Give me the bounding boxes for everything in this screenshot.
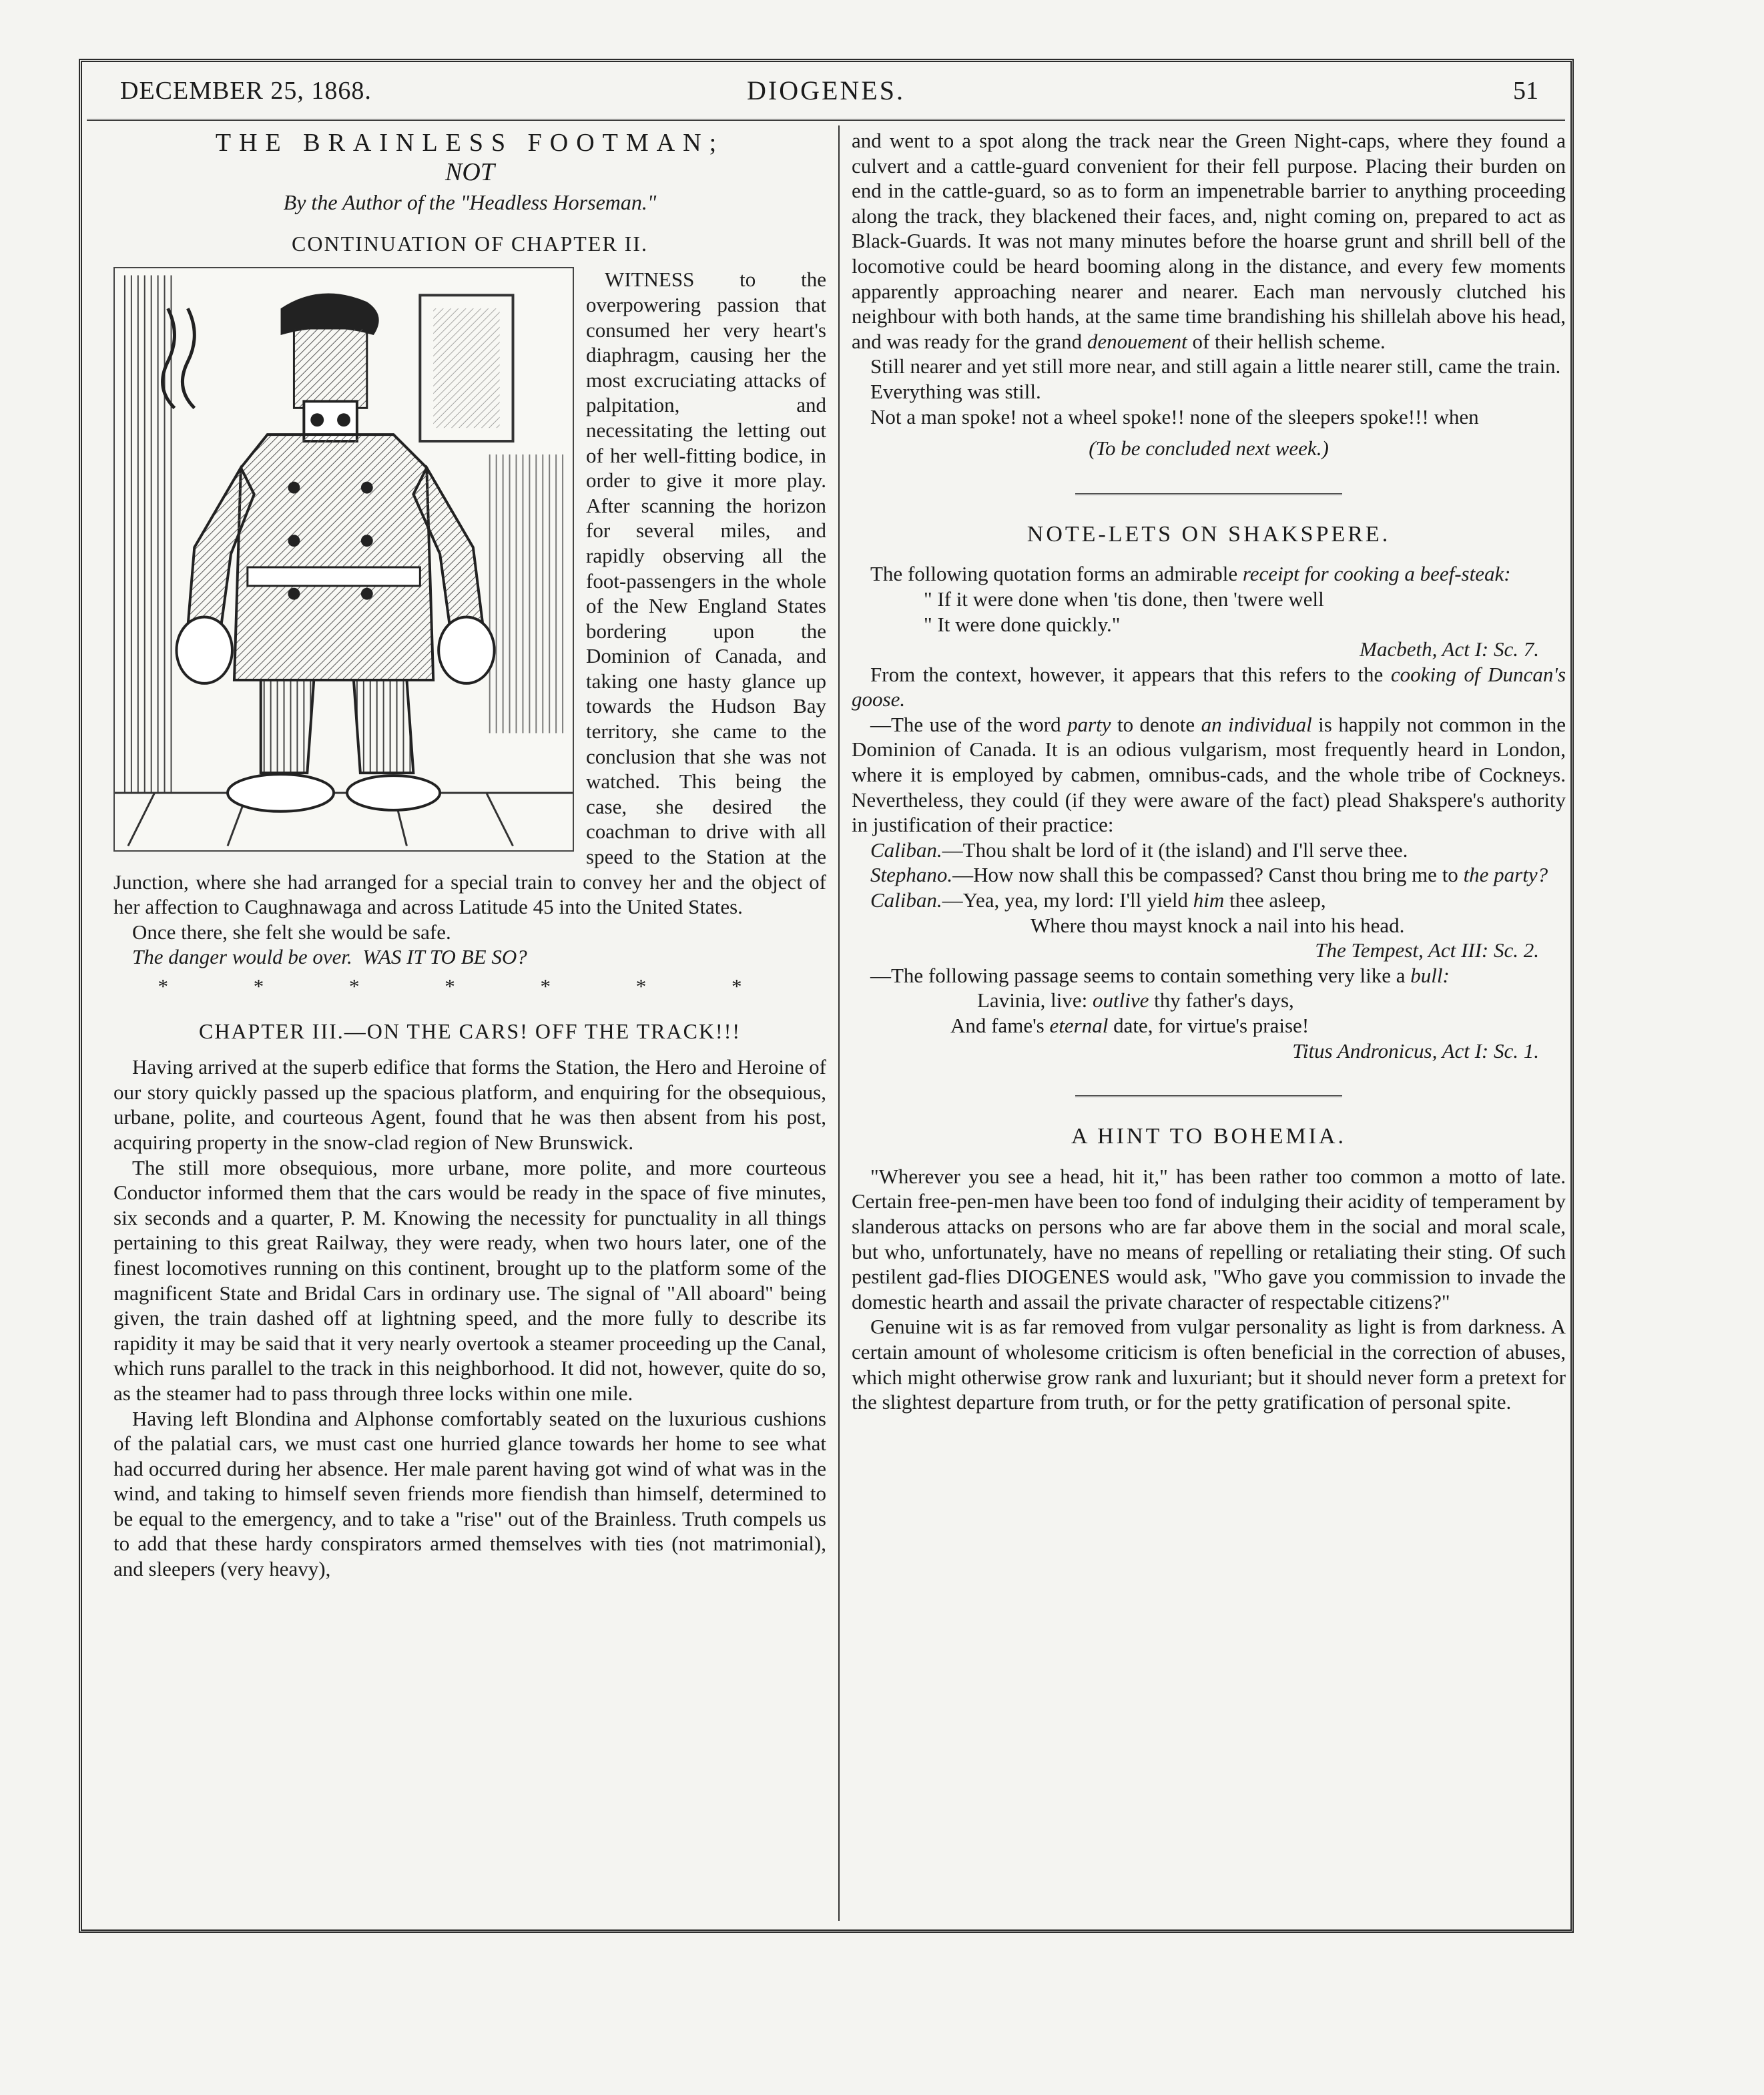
quote-line: " It were done quickly." [924, 612, 1121, 636]
danger-italic: The danger would be over. [132, 945, 352, 969]
paragraph: Once there, she felt she would be safe. [132, 920, 451, 944]
italic-phrase: him [1193, 888, 1225, 912]
dialog-text: —Yea, yea, my lord: I'll yield [942, 888, 1189, 912]
article-not-line: NOT [445, 158, 495, 186]
column-divider [838, 125, 840, 1921]
diogenes-name: DIOGENES [1006, 1265, 1111, 1289]
paragraph-text: to denote [1117, 712, 1195, 736]
hint-heading: A HINT TO BOHEMIA. [1071, 1124, 1347, 1149]
paragraph-text: "Wherever you see a head, hit it," has been rather too common a motto of late. Certain free-pen-men have been too fond of indulging their acidity of temperament by slanderous attacks on persons who are far above them in the social and moral scale, but who, unfortunately, have no means of repelling or retaliating their sting. Of such pestilent gad-flies [852, 1164, 1566, 1289]
notelets-heading: NOTE-LETS ON SHAKSPERE. [1026, 521, 1391, 547]
paragraph [852, 561, 1566, 587]
publication-title: DIOGENES. [747, 75, 905, 105]
danger-line [113, 944, 826, 970]
section-rule [1075, 493, 1342, 495]
paragraph: Having left Blondina and Alphonse comfortably seated on the luxurious cushions of the palatial cars, we must cast one hurried glance towards her home to see what had occurred during her absence. Her male parent having got wind of what was in the wind, and taking to himself seven friends more fiendish than himself, determined to be equal to the emergency, and to take a "rise" out of the Brainless. Truth compels us to add that these hardy conspirators armed themselves with ties (not matrimonial), and sleepers (very heavy), [113, 1406, 826, 1581]
was-it-line: WAS IT TO BE SO? [362, 945, 527, 969]
poem-text: Lavinia, live: [977, 988, 1088, 1012]
poem-line [852, 1013, 1566, 1038]
dialog-line: Where thou mayst knock a nail into his head. [1031, 913, 1405, 937]
speaker-name: Caliban. [870, 838, 942, 862]
citation: Titus Andronicus, Act I: Sc. 1. [1292, 1038, 1539, 1063]
paragraph [852, 128, 1566, 354]
paragraph-text: and went to a spot along the track near the Green Night-caps, where they found a culvert and a cattle-guard convenient for their fell purpose. Placing their burden on end in the cattle-guard, so as to form an impenetrable barrier to anything proceeding along the track, they blackened their faces, and, night coming on, prepared to act as Black-Guards. It was not many minutes before the hoarse grunt and shrill bell of the locomotive could be heard booming along in the distance, and every few moments apparently approaching nearer and nearer. Each man nervously clutched his neighbour with both hands, at the same time brandishing his shillelah above his head, and was ready for the grand [852, 129, 1566, 353]
header-rule [87, 119, 1565, 121]
dialog-text: thee asleep, [1229, 888, 1326, 912]
dialog-text: —Thou shalt be lord of it (the island) and I'll serve thee. [942, 838, 1408, 862]
article-title: THE BRAINLESS FOOTMAN; [215, 129, 725, 157]
citation: Macbeth, Act I: Sc. 7. [1360, 637, 1539, 661]
article-byline: By the Author of the "Headless Horseman." [283, 190, 657, 215]
left-column [113, 128, 826, 1582]
paragraph-text: is happily not common in the Dominion of Canada. It is an odious vulgarism, most frequently heard in London, where it is employed by cabmen, omnibus-cads, and the whole tribe of Cockneys. Nevertheless, they could (if they were aware of the fact) plead Shakspere's authority in justification of their practice: [852, 712, 1566, 837]
paragraph-text: of their hellish scheme. [1192, 329, 1386, 353]
denouement-word: denouement [1087, 329, 1187, 353]
italic-phrase: outlive [1093, 988, 1149, 1012]
dialog-text: —How now shall this be compassed? Canst thou bring me to [952, 863, 1458, 887]
paragraph-text: —The use of the word [870, 712, 1061, 736]
italic-phrase: cooking of Duncan's goose. [852, 662, 1566, 711]
section-stars: * * * * * * * [158, 974, 782, 998]
paragraph-text: would ask, "Who gave you commission to invade the domestic hearth and assail the private character of respectable citizens?" [852, 1265, 1566, 1313]
masthead [87, 71, 1565, 111]
paragraph-text: —The following passage seems to contain something very like a [870, 963, 1406, 987]
italic-phrase: receipt for cooking a beef-steak: [1242, 562, 1511, 586]
quote-line: " If it were done when 'tis done, then 'twere well [924, 587, 1324, 611]
poem-text: And fame's [950, 1014, 1045, 1037]
paragraph-text: The following quotation forms an admirable [870, 562, 1238, 586]
paragraph: Everything was still. [870, 379, 1041, 403]
dialog-line [852, 862, 1566, 888]
poem-line [852, 988, 1566, 1013]
chapter3-heading: CHAPTER III.—ON THE CARS! OFF THE TRACK!!! [198, 1018, 742, 1043]
chapter-heading: CONTINUATION OF CHAPTER II. [292, 231, 648, 256]
right-column [852, 128, 1566, 1415]
paragraph [852, 963, 1566, 988]
paragraph: WITNESS to the overpowering passion that consumed her very heart's diaphragm, causing her the most excruciating attacks of palpitation, and necessitating the letting out of her well-fitting bodice, in order to give it more play. After scanning the horizon for several miles, and rapidly observing all the foot-passengers in the whole of the New England States bordering upon the Dominion of Canada, and taking one hasty glance up towards the Hudson Bay territory, she came to the conclusion that she was not watched. This being the case, she desired the coachman to drive with all speed to the Station at the Junction, where she had arranged for a special train to convey her and the object of her affection to Caughnawaga and across Latitude 45 into the United States. [113, 268, 826, 919]
footman-illustration [113, 267, 574, 852]
paragraph: The still more obsequious, more urbane, more polite, and more courteous Conductor informed them that the cars would be ready in the space of five minutes, six seconds and a quarter, P. M. Knowing the necessity for punctuality in all things pertaining to this great Railway, they were ready, when two hours later, one of the finest locomotives running on this continent, brought up to the platform some of the magnificent State and Bridal Cars in ordinary use. The signal of "All aboard" being given, the train dashed off at lightning speed, and the more fully to describe its rapidity it may be said that it very nearly overtook a steamer proceeding up the Canal, which runs parallel to the track in this neighborhood. It did not, however, quite do so, as the steamer had to pass through three locks within one mile. [113, 1155, 826, 1405]
to-be-concluded: (To be concluded next week.) [1089, 436, 1329, 461]
paragraph: Still nearer and yet still more near, and still again a little nearer still, came the train. [870, 354, 1561, 378]
paragraph [852, 1164, 1566, 1315]
dialog-line [852, 838, 1566, 863]
paragraph [852, 662, 1566, 712]
paragraph: Genuine wit is as far removed from vulgar personality as light is from darkness. A certain amount of wholesome criticism is often beneficial in the correction of abuses, which might otherwise grow rank and luxuriant; but it should never form a pretext for the slightest departure from truth, or for the petty gratification of personal spite. [852, 1315, 1566, 1414]
italic-phrase: the party? [1463, 863, 1548, 887]
paragraph-text: From the context, however, it appears that this refers to the [870, 662, 1384, 686]
italic-phrase: party [1067, 712, 1111, 736]
speaker-name: Stephano. [870, 863, 953, 887]
italic-phrase: eternal [1049, 1014, 1109, 1037]
issue-date: DECEMBER 25, 1868. [120, 77, 372, 105]
citation: The Tempest, Act III: Sc. 2. [1315, 938, 1539, 962]
italic-phrase: bull: [1410, 963, 1450, 987]
dialog-line [852, 888, 1566, 913]
speaker-name: Caliban. [870, 888, 942, 912]
paragraph: Not a man spoke! not a wheel spoke!! none of the sleepers spoke!!! when [870, 404, 1479, 428]
paragraph [852, 712, 1566, 838]
poem-text: date, for virtue's praise! [1113, 1014, 1309, 1037]
page-number: 51 [1513, 77, 1538, 105]
italic-phrase: an individual [1201, 712, 1312, 736]
poem-text: thy father's days, [1154, 988, 1294, 1012]
section-rule [1075, 1095, 1342, 1097]
paragraph: Having arrived at the superb edifice that forms the Station, the Hero and Heroine of our story quickly passed up the spacious platform, and enquiring for the obsequious, urbane, polite, and courteous Agent, found that he was then absent from his post, acquiring property in the snow-clad region of New Brunswick. [113, 1055, 826, 1154]
